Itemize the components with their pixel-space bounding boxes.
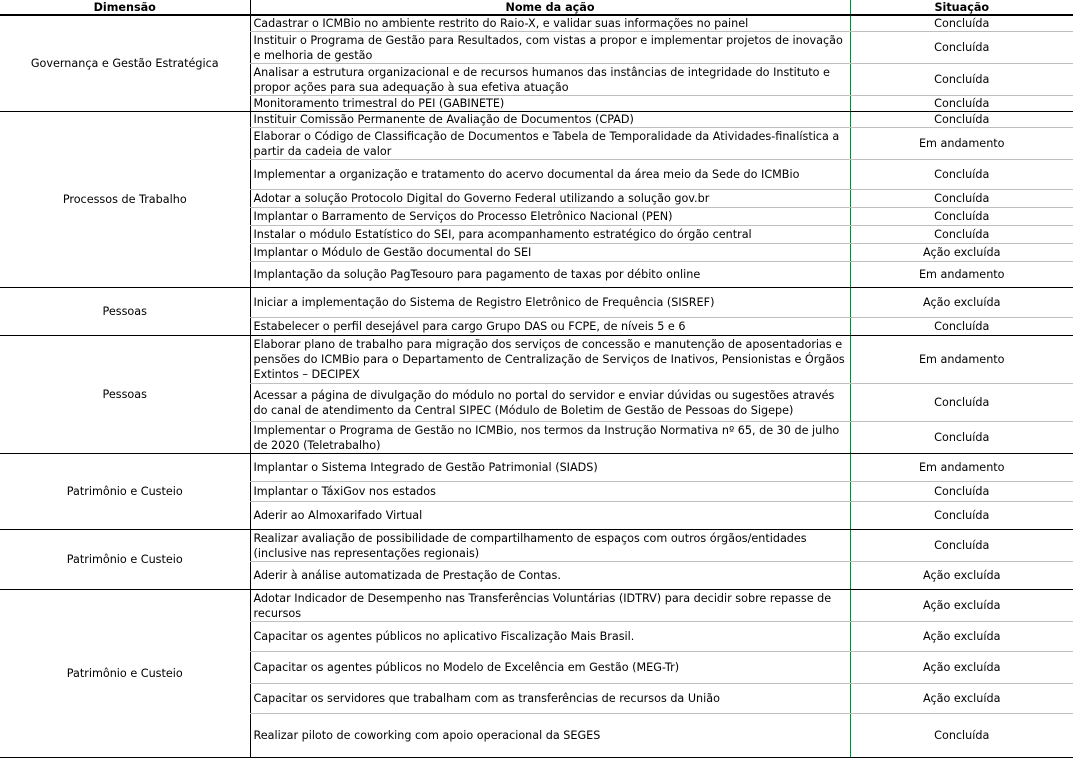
action-name-cell: Capacitar os agentes públicos no Modelo de Excelência em Gestão (MEG-Tr) xyxy=(250,652,850,684)
action-name-cell: Elaborar plano de trabalho para migração dos serviços de concessão e manutenção de aposentadorias e pensões do ICMBio para o Departamento de Centralização de Serviços de Inativos, Pensionistas e Órgãos Extintos – DECIPEX xyxy=(250,336,850,384)
status-cell: Em andamento xyxy=(850,128,1073,160)
status-cell: Concluída xyxy=(850,226,1073,244)
dimension-cell: Patrimônio e Custeio xyxy=(0,454,250,530)
table-row xyxy=(0,15,1073,32)
status-cell: Concluída xyxy=(850,96,1073,112)
status-cell: Concluída xyxy=(850,64,1073,96)
status-cell: Em andamento xyxy=(850,336,1073,384)
status-cell: Ação excluída xyxy=(850,590,1073,622)
header-row xyxy=(0,0,1073,15)
status-cell: Ação excluída xyxy=(850,684,1073,714)
action-name-cell: Elaborar o Código de Classificação de Documentos e Tabela de Temporalidade da Atividades-finalística a partir da cadeia de valor xyxy=(250,128,850,160)
action-name-cell: Implementar a organização e tratamento do acervo documental da área meio da Sede do ICMBio xyxy=(250,160,850,190)
action-name-cell: Aderir ao Almoxarifado Virtual xyxy=(250,502,850,530)
status-cell: Concluída xyxy=(850,208,1073,226)
action-name-cell: Instalar o módulo Estatístico do SEI, para acompanhamento estratégico do órgão central xyxy=(250,226,850,244)
action-name-cell: Cadastrar o ICMBio no ambiente restrito do Raio-X, e validar suas informações no painel xyxy=(250,15,850,32)
action-name-cell: Realizar avaliação de possibilidade de compartilhamento de espaços com outros órgãos/entidades (inclusive nas representações regionais) xyxy=(250,530,850,562)
action-name-cell: Realizar piloto de coworking com apoio operacional da SEGES xyxy=(250,714,850,758)
status-cell: Concluída xyxy=(850,318,1073,336)
dimension-cell: Pessoas xyxy=(0,288,250,336)
status-cell: Ação excluída xyxy=(850,562,1073,590)
dimension-cell: Patrimônio e Custeio xyxy=(0,530,250,590)
action-name-cell: Instituir o Programa de Gestão para Resultados, com vistas a propor e implementar projetos de inovação e melhoria de gestão xyxy=(250,32,850,64)
status-cell: Em andamento xyxy=(850,454,1073,482)
table-row xyxy=(0,288,1073,318)
action-name-cell: Adotar a solução Protocolo Digital do Governo Federal utilizando a solução gov.br xyxy=(250,190,850,208)
table-row xyxy=(0,112,1073,128)
action-name-cell: Capacitar os servidores que trabalham com as transferências de recursos da União xyxy=(250,684,850,714)
status-cell: Concluída xyxy=(850,190,1073,208)
action-name-cell: Aderir à análise automatizada de Prestação de Contas. xyxy=(250,562,850,590)
action-name-cell: Acessar a página de divulgação do módulo no portal do servidor e enviar dúvidas ou sugestões através do canal de atendimento da Central SIPEC (Módulo de Boletim de Gestão de Pessoas do Sigepe) xyxy=(250,384,850,422)
status-cell: Concluída xyxy=(850,422,1073,454)
status-cell: Ação excluída xyxy=(850,288,1073,318)
table-row xyxy=(0,590,1073,622)
action-name-cell: Implantar o Sistema Integrado de Gestão Patrimonial (SIADS) xyxy=(250,454,850,482)
dimension-cell: Processos de Trabalho xyxy=(0,112,250,288)
status-cell: Concluída xyxy=(850,15,1073,32)
status-cell: Concluída xyxy=(850,714,1073,758)
action-name-cell: Implantar o Barramento de Serviços do Processo Eletrônico Nacional (PEN) xyxy=(250,208,850,226)
status-cell: Concluída xyxy=(850,160,1073,190)
dimension-cell: Pessoas xyxy=(0,336,250,454)
action-name-cell: Implantar o Módulo de Gestão documental do SEI xyxy=(250,244,850,262)
action-name-cell: Monitoramento trimestral do PEI (GABINETE) xyxy=(250,96,850,112)
status-cell: Concluída xyxy=(850,482,1073,502)
status-cell: Concluída xyxy=(850,502,1073,530)
table-row xyxy=(0,336,1073,384)
status-cell: Concluída xyxy=(850,112,1073,128)
status-cell: Ação excluída xyxy=(850,244,1073,262)
action-name-cell: Capacitar os agentes públicos no aplicativo Fiscalização Mais Brasil. xyxy=(250,622,850,652)
action-name-cell: Implantar o TáxiGov nos estados xyxy=(250,482,850,502)
action-name-cell: Instituir Comissão Permanente de Avaliação de Documentos (CPAD) xyxy=(250,112,850,128)
status-cell: Ação excluída xyxy=(850,622,1073,652)
action-name-cell: Analisar a estrutura organizacional e de recursos humanos das instâncias de integridade do Instituto e propor ações para sua adequação à sua efetiva atuação xyxy=(250,64,850,96)
table-row xyxy=(0,454,1073,482)
table-body xyxy=(0,15,1073,758)
status-cell: Concluída xyxy=(850,32,1073,64)
header-action-name: Nome da ação xyxy=(250,0,850,15)
action-name-cell: Estabelecer o perfil desejável para cargo Grupo DAS ou FCPE, de níveis 5 e 6 xyxy=(250,318,850,336)
status-cell: Concluída xyxy=(850,530,1073,562)
table-row xyxy=(0,530,1073,562)
dimension-cell: Governança e Gestão Estratégica xyxy=(0,15,250,112)
status-cell: Ação excluída xyxy=(850,652,1073,684)
action-name-cell: Adotar Indicador de Desempenho nas Transferências Voluntárias (IDTRV) para decidir sobre repasse de recursos xyxy=(250,590,850,622)
action-name-cell: Implementar o Programa de Gestão no ICMBio, nos termos da Instrução Normativa nº 65, de 30 de julho de 2020 (Teletrabalho) xyxy=(250,422,850,454)
status-cell: Em andamento xyxy=(850,262,1073,288)
action-name-cell: Iniciar a implementação do Sistema de Registro Eletrônico de Frequência (SISREF) xyxy=(250,288,850,318)
header-status: Situação xyxy=(850,0,1073,15)
action-name-cell: Implantação da solução PagTesouro para pagamento de taxas por débito online xyxy=(250,262,850,288)
header-dimension: Dimensão xyxy=(0,0,250,15)
status-cell: Concluída xyxy=(850,384,1073,422)
dimension-cell: Patrimônio e Custeio xyxy=(0,590,250,758)
